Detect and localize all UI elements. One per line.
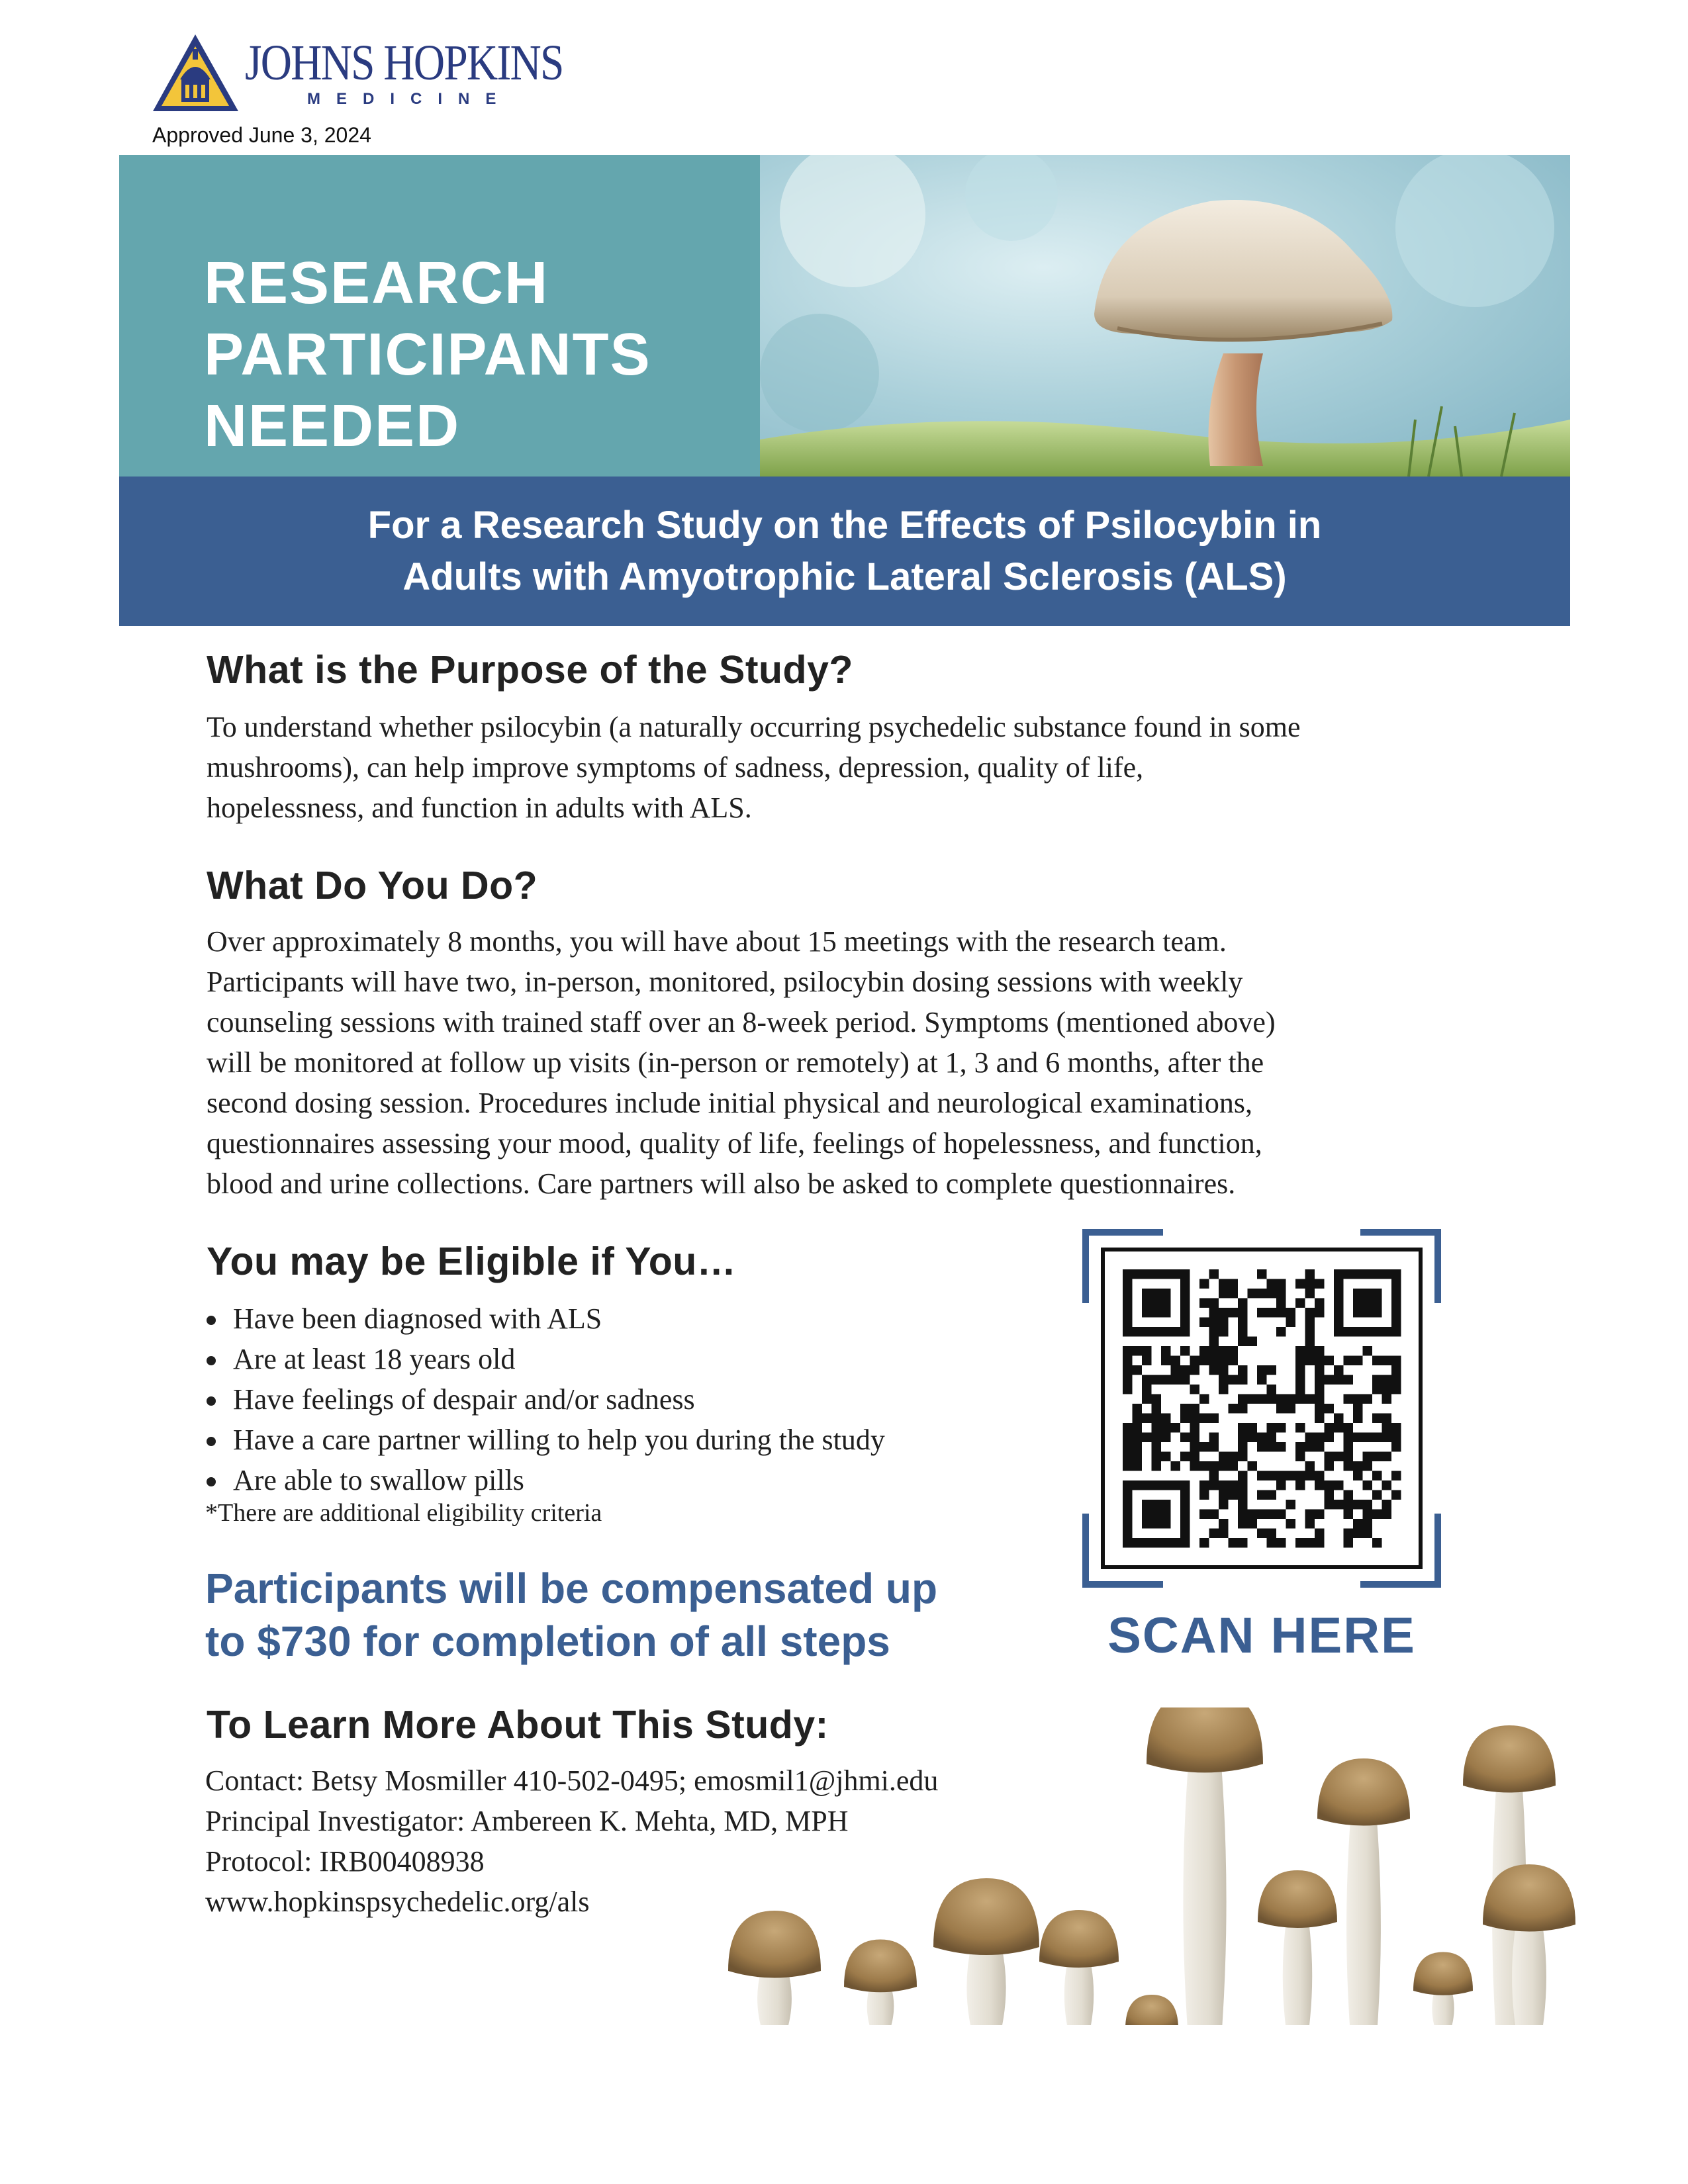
list-item: [203, 1420, 885, 1460]
qr-code[interactable]: [1080, 1227, 1443, 1590]
study-title-line: For a Research Study on the Effects of Psilocybin in: [367, 504, 1322, 547]
text-line: second dosing session. Procedures include initial physical and neurological examinations,: [207, 1087, 1252, 1119]
johns-hopkins-logo: [151, 32, 561, 118]
bullet-icon: [207, 1477, 216, 1486]
logo-subtitle: MEDICINE: [307, 90, 512, 108]
mushroom-cap: [933, 1878, 1039, 1955]
list-item-text: Are at least 18 years old: [233, 1343, 516, 1375]
headline-panel: [119, 155, 760, 477]
compensation-callout: [205, 1562, 937, 1668]
study-title-band: [119, 477, 1570, 626]
text-line: mushrooms), can help improve symptoms of sadness, depression, quality of life,: [207, 751, 1144, 784]
list-item-text: Are able to swallow pills: [233, 1464, 524, 1496]
mushroom-cap: [844, 1940, 917, 1993]
headline-line: NEEDED: [204, 393, 461, 459]
bullet-icon: [207, 1437, 216, 1446]
mushroom-cap: [1317, 1758, 1410, 1826]
qr-code-icon: [1080, 1227, 1443, 1590]
mushroom-cap: [1125, 1995, 1178, 2025]
contact-line: Contact: Betsy Mosmiller 410-502-0495; emosmil1@jhmi.edu: [205, 1764, 939, 1797]
study-title-line: Adults with Amyotrophic Lateral Sclerosis (ALS): [402, 555, 1287, 598]
mushroom-stem: [1346, 1817, 1381, 2026]
text-line: To understand whether psilocybin (a naturally occurring psychedelic substance found in some: [207, 711, 1301, 743]
approval-date: Approved June 3, 2024: [152, 123, 371, 147]
mushroom-photo-image: [760, 155, 1570, 477]
what-do-heading: What Do You Do?: [207, 864, 538, 907]
text-line: will be monitored at follow up visits (in-person or remotely) at 1, 3 and 6 months, after the: [207, 1046, 1264, 1079]
eligibility-heading: You may be Eligible if You…: [207, 1240, 737, 1283]
list-item-text: Have been diagnosed with ALS: [233, 1302, 602, 1335]
logo-name: JOHNS HOPKINS: [245, 35, 563, 91]
learn-more-heading: To Learn More About This Study:: [207, 1703, 829, 1747]
scan-here-label: SCAN HERE: [1107, 1608, 1416, 1664]
eligibility-list: [203, 1298, 885, 1500]
text-line: hopelessness, and function in adults with ALS.: [207, 792, 752, 824]
bullet-icon: [207, 1316, 216, 1325]
text-line: Participants will have two, in-person, monitored, psilocybin dosing sessions with weekly: [207, 966, 1243, 998]
mushrooms-illustration: [702, 1707, 1575, 2025]
purpose-text: [207, 707, 1301, 828]
headline: [204, 248, 651, 462]
investigator-line: Principal Investigator: Ambereen K. Mehta, MD, MPH: [205, 1805, 849, 1837]
text-line: Over approximately 8 months, you will have about 15 meetings with the research team.: [207, 925, 1227, 958]
bullet-icon: [207, 1396, 216, 1406]
list-item-text: Have a care partner willing to help you during the study: [233, 1424, 885, 1456]
protocol-line: Protocol: IRB00408938: [205, 1845, 485, 1878]
list-item: [203, 1379, 885, 1420]
mushroom-stem: [1064, 1960, 1094, 2025]
list-item: [203, 1298, 885, 1339]
mushroom-stem: [1183, 1761, 1226, 2025]
list-item: [203, 1460, 885, 1500]
compensation-line: Participants will be compensated up: [205, 1565, 938, 1612]
list-item-text: Have feelings of despair and/or sadness: [233, 1383, 695, 1416]
mushroom-stem: [1283, 1920, 1312, 2025]
eligibility-note: *There are additional eligibility criteria: [205, 1499, 602, 1527]
headline-line: RESEARCH: [204, 250, 549, 316]
compensation-line: to $730 for completion of all steps: [205, 1617, 890, 1665]
mushroom-photo: [760, 155, 1570, 477]
purpose-heading: What is the Purpose of the Study?: [207, 648, 853, 692]
mushroom-cap: [1413, 1952, 1473, 1995]
mushrooms-icon: [702, 1707, 1575, 2025]
hopkins-seal-icon: [151, 32, 240, 114]
text-line: questionnaires assessing your mood, quality of life, feelings of hopelessness, and function,: [207, 1127, 1262, 1160]
mushroom-cap: [1258, 1870, 1337, 1928]
mushroom-cap: [1463, 1725, 1556, 1793]
text-line: blood and urine collections. Care partners will also be asked to complete questionnaires.: [207, 1167, 1236, 1200]
mushroom-cap: [728, 1911, 821, 1978]
mushroom-stem: [966, 1944, 1006, 2025]
what-do-text: [207, 921, 1276, 1204]
list-item: [203, 1339, 885, 1379]
mushroom-cap: [1039, 1910, 1119, 1968]
headline-line: PARTICIPANTS: [204, 322, 651, 388]
mushroom-stem: [1512, 1923, 1546, 2026]
website-link[interactable]: www.hopkinspsychedelic.org/als: [205, 1886, 590, 1918]
hero-banner: [119, 155, 1570, 626]
text-line: counseling sessions with trained staff over an 8-week period. Symptoms (mentioned above): [207, 1006, 1276, 1038]
bullet-icon: [207, 1356, 216, 1365]
mushroom-cap: [1147, 1707, 1263, 1772]
